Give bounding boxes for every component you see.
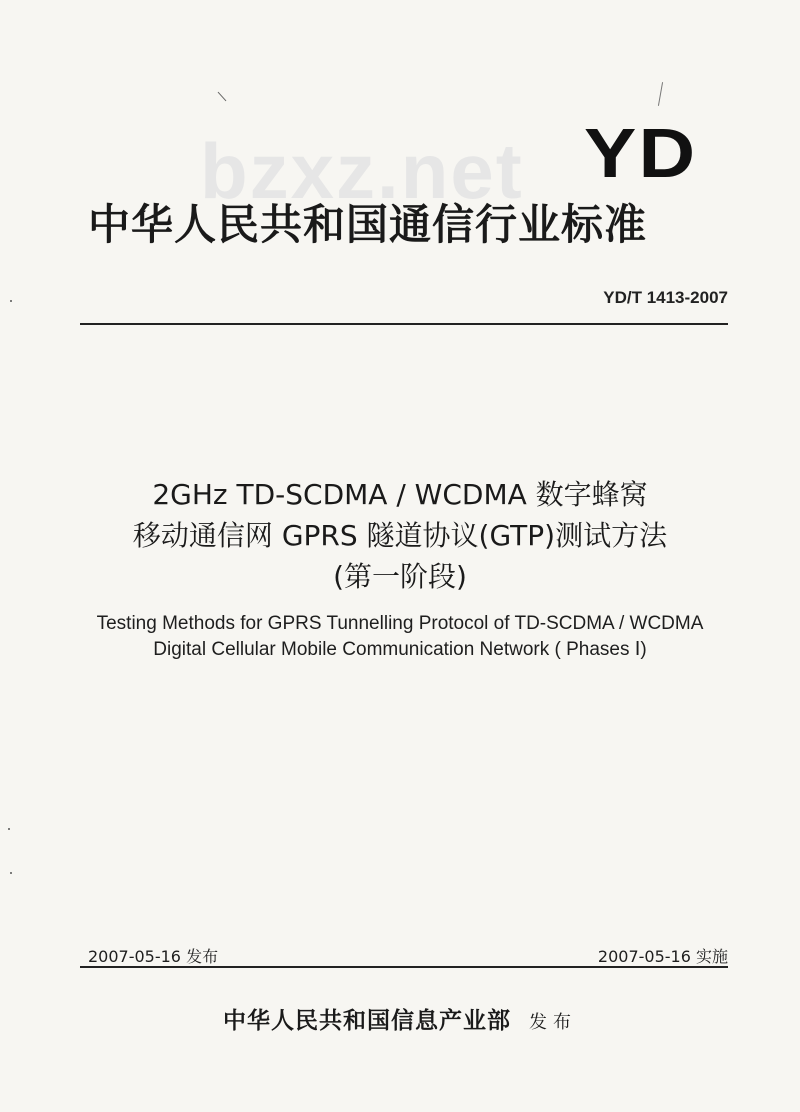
- chinese-title-line-2: 移动通信网 GPRS 隧道协议(GTP)测试方法: [132, 519, 668, 552]
- chinese-title-line-3: (第一阶段): [333, 560, 467, 593]
- scan-mark-top-left: [218, 92, 227, 102]
- publication-date: 2007-05-16 发布: [88, 947, 219, 966]
- publisher-action: 发布: [529, 1012, 577, 1033]
- publisher-line: [0, 1002, 800, 1035]
- chinese-title-line-1: 2GHz TD-SCDMA / WCDMA 数字蜂窝: [152, 478, 648, 511]
- top-divider: [80, 323, 728, 325]
- scan-speck-1: [10, 300, 12, 302]
- watermark-text: bzxz.net: [200, 127, 524, 215]
- scan-speck-2: [8, 828, 10, 830]
- publisher-organization: 中华人民共和国信息产业部: [223, 1007, 511, 1034]
- standard-type-heading: 中华人民共和国通信行业标准: [88, 200, 648, 249]
- bottom-divider: [80, 966, 728, 968]
- scan-speck-3: [10, 872, 12, 874]
- yd-logo: YD: [584, 114, 698, 192]
- english-title-line-2: Digital Cellular Mobile Communication Network ( Phases Ⅰ): [153, 639, 647, 660]
- implementation-date: 2007-05-16 实施: [597, 947, 728, 966]
- scan-mark-top-right: [658, 82, 663, 106]
- standard-number: YD/T 1413-2007: [603, 288, 728, 307]
- english-title-line-1: Testing Methods for GPRS Tunnelling Protocol of TD-SCDMA / WCDMA: [96, 613, 704, 634]
